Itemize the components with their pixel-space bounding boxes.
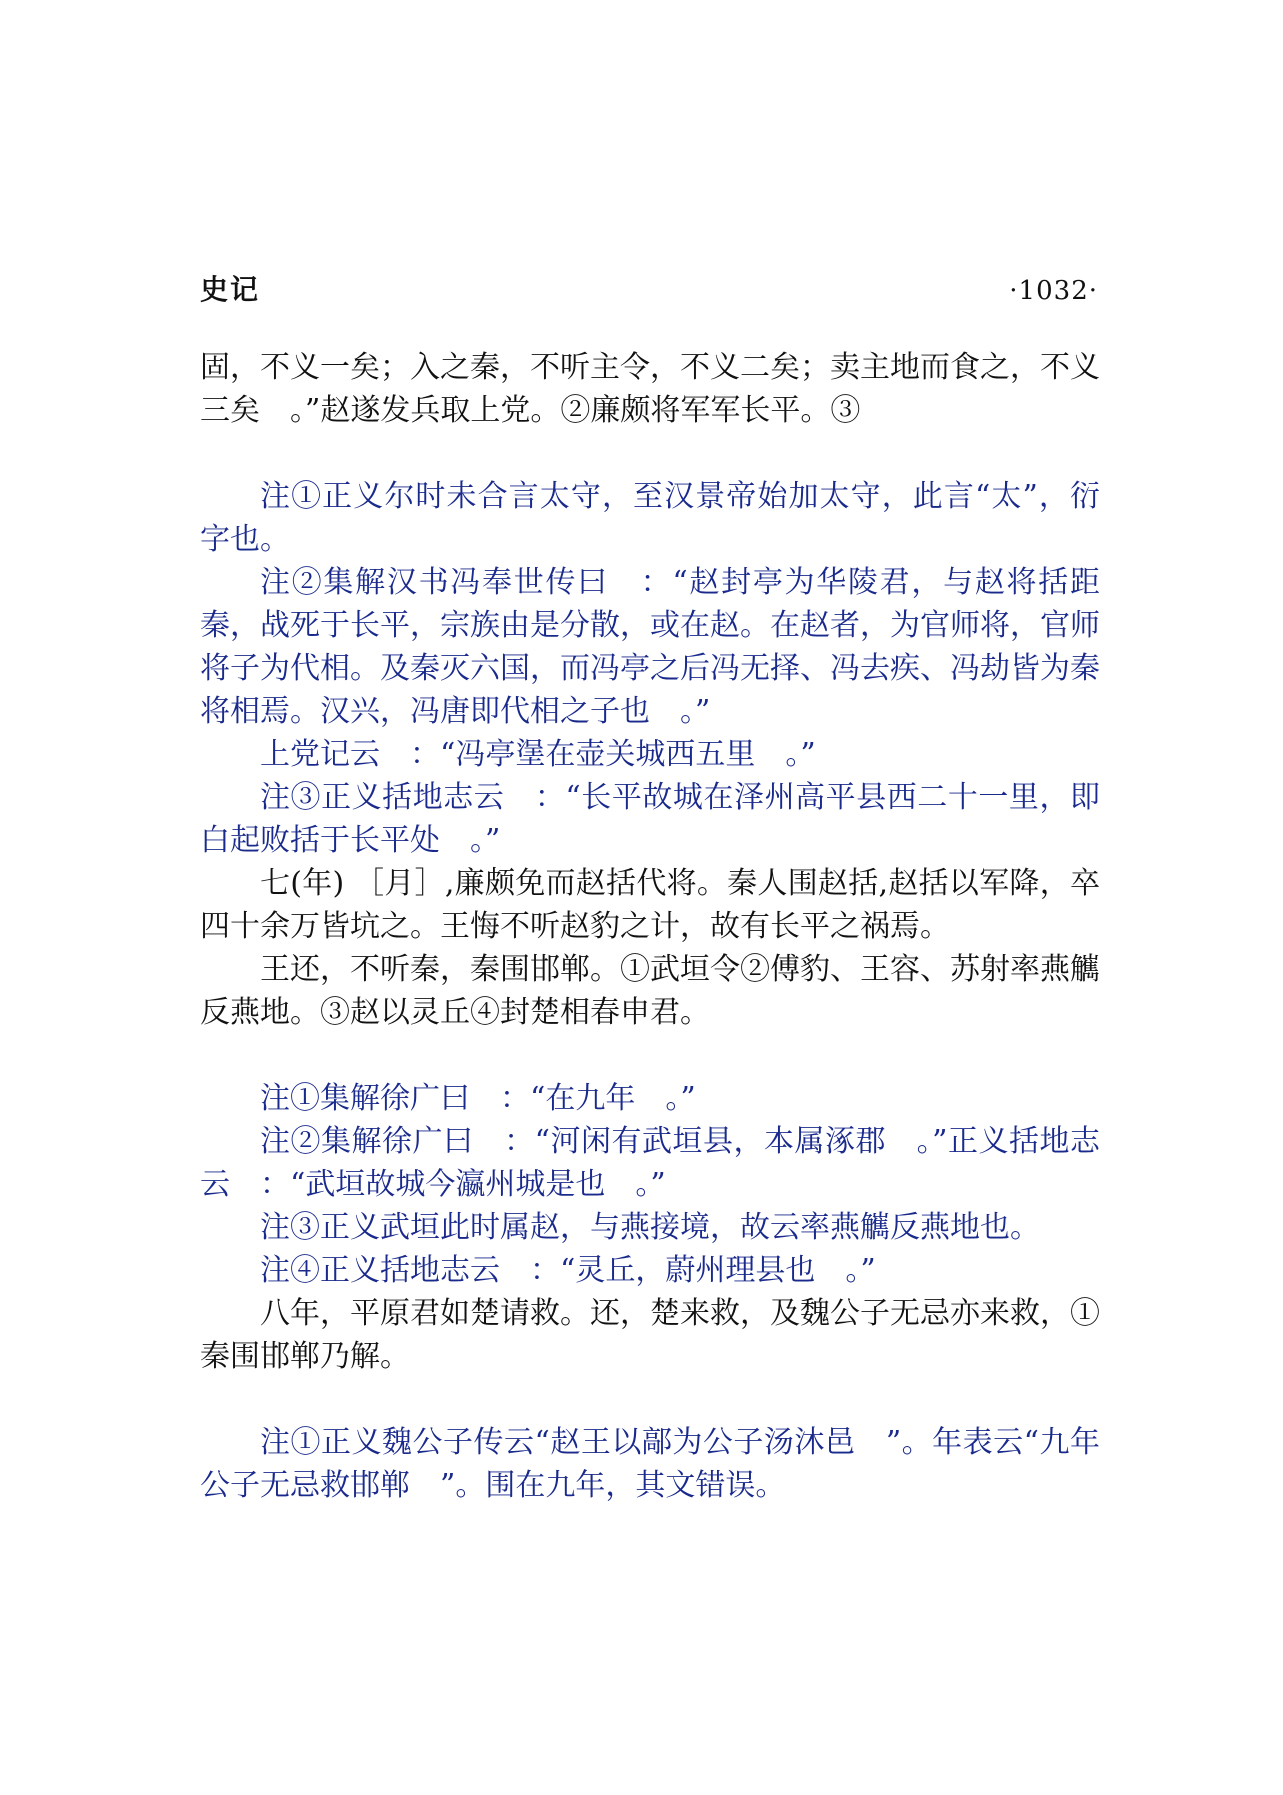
book-title: 史记 [200, 273, 261, 306]
text-paragraph: 八年，平原君如楚请救。还，楚来救，及魏公子无忌亦来救，①秦围邯郸乃解。 [200, 1296, 1100, 1374]
page-content [200, 346, 1100, 1507]
paragraph-gap [200, 432, 1100, 475]
document-page [200, 268, 1100, 1507]
paragraph-gap [200, 1378, 1100, 1421]
note-paragraph: 注①正义魏公子传云“赵王以鄗为公子汤沐邑 ”。年表云“九年公子无忌救邯郸 ”。围在九年，其文错误。 [200, 1425, 1100, 1503]
note-paragraph: 注④正义括地志云 ：“灵丘，蔚州理县也 。” [260, 1253, 876, 1288]
note-paragraph: 注①集解徐广曰 ：“在九年 。” [260, 1081, 696, 1116]
note-paragraph: 注②集解汉书冯奉世传曰 ：“赵封亭为华陵君，与赵将括距秦，战死于长平，宗族由是分散，或在赵。在赵者，为官师将，官师将子为代相。及秦灭六国，而冯亭之后冯无择、冯去疾、冯劫皆为秦将相焉。汉兴，冯唐即代相之子也 。” [200, 565, 1100, 729]
text-paragraph: 固，不义一矣；入之秦，不听主令，不义二矣；卖主地而食之，不义三矣 。”赵遂发兵取上党。②廉颇将军军长平。③ [200, 350, 1100, 428]
paragraph-gap [200, 1034, 1100, 1077]
page-number: ·1032· [1009, 276, 1098, 306]
note-paragraph: 注③正义括地志云 ：“长平故城在泽州高平县西二十一里，即白起败括于长平处 。” [200, 780, 1100, 858]
text-paragraph: 王还，不听秦，秦围邯郸。①武垣令②傅豹、王容、苏射率燕觽反燕地。③赵以灵丘④封楚相春申君。 [200, 952, 1100, 1030]
note-paragraph: 上党记云 ：“冯亭塣在壶关城西五里 。” [260, 737, 816, 772]
note-paragraph: 注③正义武垣此时属赵，与燕接境，故云率燕觽反燕地也。 [260, 1210, 1040, 1245]
text-paragraph: 七(年) ［月］,廉颇免而赵括代将。秦人围赵括,赵括以军降，卒四十余万皆坑之。王悔不听赵豹之计，故有长平之祸焉。 [200, 866, 1100, 944]
page-header [200, 268, 1100, 308]
note-paragraph: 注②集解徐广曰 ：“河闲有武垣县，本属涿郡 。”正义括地志云 ：“武垣故城今瀛州城是也 。” [200, 1124, 1100, 1202]
note-paragraph: 注①正义尔时未合言太守，至汉景帝始加太守，此言“太”，衍字也。 [200, 479, 1100, 557]
